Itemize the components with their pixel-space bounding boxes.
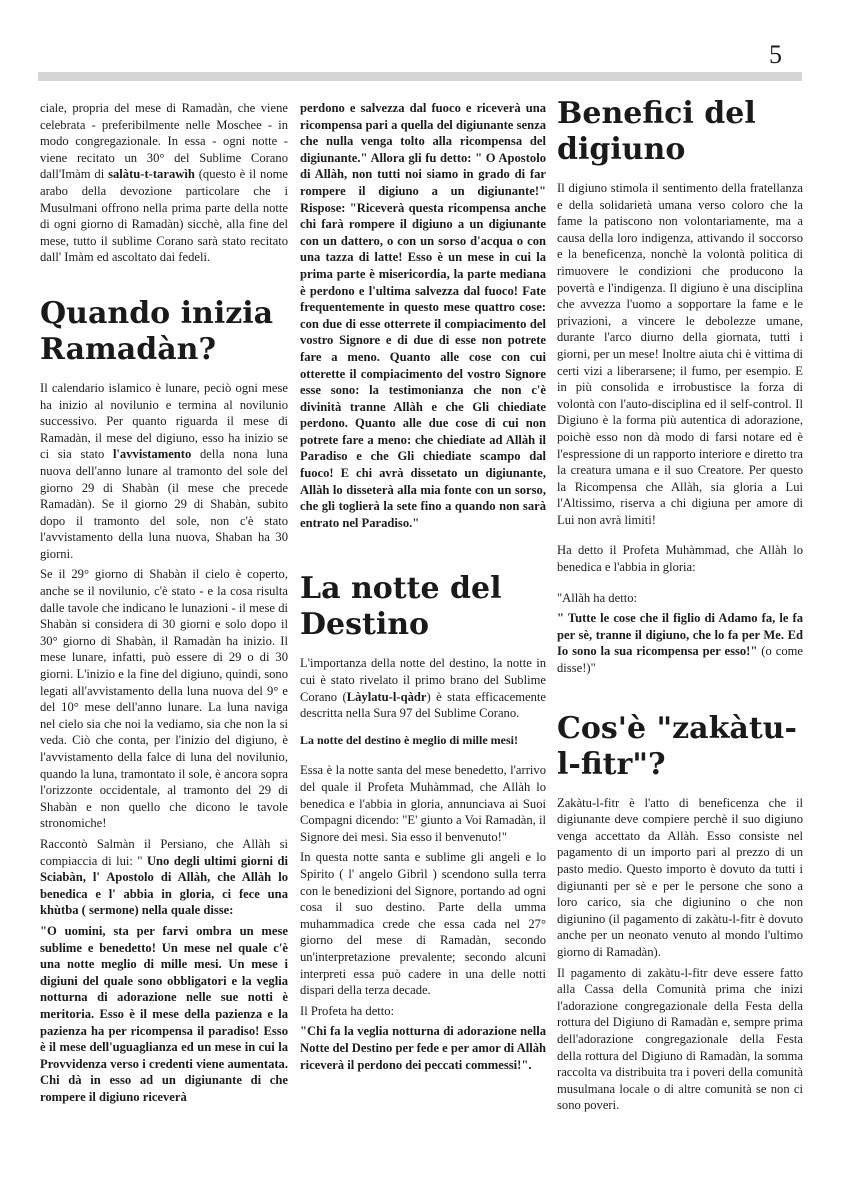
column-1 <box>40 100 288 1109</box>
section-heading: Cos'è "zakàtu-l-fitr"? <box>557 710 797 782</box>
paragraph: Essa è la notte santa del mese benedetto, l'arrivo del quale il Profeta Muhàmmad, che Allàh lo benedica e l'abbia in gloria, annunciava ai Suoi Compagni dicendo: "E' giunto a Voi Ramadàn, il Signore dei mesi. Sia esso il benvenuto!" <box>300 763 546 844</box>
paragraph: Ha detto il Profeta Muhàmmad, che Allàh lo benedica e l'abbia in gloria: <box>557 543 803 575</box>
paragraph: Il calendario islamico è lunare, peciò ogni mese ha inizio al novilunio e termina al novilunio successivo. Per quanto riguarda il mese di Ramadàn, il mese del digiuno, esso ha inizio se ci sia stato l'avvistamento della nona luna nuova dell'anno lunare al tramonto del sole del giorno 29 di Shabàn (il mese che precede Ramadàn). Se il giorno 29 di Shabàn, subito dopo il tramonto del sole, non c'è stato l'avvistamento della luna nuova, Shaban ha 30 giorni. <box>40 380 288 561</box>
paragraph: Zakàtu-l-fitr è l'atto di beneficenza che il digiunante deve compiere perchè il suo digiuno venga accettato da Allàh. Esso consiste nel pagamento di un importo pari al prezzo di un pasto medio. Questo importo è dovuto da tutti i digiunanti per sè e per le persone che sono a loro carico, sia che digiunino o che non digiunino (il pagamento di zakàtu-l-fitr è dovuto anche per un neonato venuto al mondo l'ultimo giorno di Ramadàn). <box>557 795 803 959</box>
header-rule <box>38 72 802 81</box>
quote: Uno degli ultimi giorni di Sciabàn, l' Apostolo di Allàh, che Allàh lo benedica e l' abbia in gloria, ci fece una khùtba ( sermone) nella quale disse: <box>40 853 288 918</box>
term: l'avvistamento <box>112 447 192 462</box>
paragraph: Raccontò Salmàn il Persiano, che Allàh si compiaccia di lui: " Uno degli ultimi giorni di Sciabàn, l' Apostolo di Allàh, che Allàh lo benedica e l' abbia in gloria, ci fece una khùtba ( sermone) nella quale disse: <box>40 836 288 918</box>
paragraph: In questa notte santa e sublime gli angeli e lo Spirito ( l' angelo Gibrìl ) scendono sulla terra con le benedizioni del Signore, portando ad ogni cosa il suo destino. Parte della umma muhammadica crede che essa cada nel 27° giorno del mese di Ramadàn, secondo un'interpretazione prevalente; secondo alcuni interpreti essa può cadere in una delle notti dispari della terza decade. <box>300 850 546 998</box>
quote: " Tutte le cose che il figlio di Adamo fa, le fa per sè, tranne il digiuno, che lo fa per Me. Ed Io sono la sua ricompensa per esso!" <box>557 611 803 659</box>
term: salàtu-t-tarawìh <box>108 167 195 182</box>
paragraph: ciale, propria del mese di Ramadàn, che viene celebrata - preferibilmente nelle Moschee - in modo congregazionale. In essa - ogni notte - viene recitato un 30° del Sublime Corano dall'Imàm di salàtu-t-tarawìh (questo è il nome arabo della devozione particolare che i Musulmani offrono nella prima parte della notte di ogni giorno di Ramadàn) sicchè, alla fine del mese, tutto il sublime Corano sarà stato recitato dall' Imàm ed ascoltato dai fedeli. <box>40 101 288 265</box>
quote-paragraph: "Chi fa la veglia notturna di adorazione nella Notte del Destino per fede e per amor di Allàh riceverà il perdono dei peccati commessi!". <box>300 1024 546 1072</box>
page-number: 5 <box>769 40 782 69</box>
paragraph: Il digiuno stimola il sentimento della fratellanza e della solidarietà umana verso coloro che la fame la patiscono non volontariamente, ma a causa della loro indigenza, attivando il soccorso e la beneficenza, nonchè la volontà politica di rimuovere le condizioni che producono la povertà e l'indigenza. Il digiuno è una disciplina che avvezza l'uomo a sopportare la fame e le privazioni, a vincere le debolezze umane, durante l'arco diurno della giornata, tutti i giorni, per un mese! Inoltre aiuta chi è vittima di certi vizi a liberarsene; il fumo, per esempio. E in più consolida e irrobustisce la forza di volontà con l'auto-disciplina ed il self-control. Il Digiuno è la forma più autentica di adorazione, poichè esso non dà modo di farsi notare ed è l'espressione di un rapporto interiore e diretto tra la creatura umana e il suo Creatore. Per questo la Ricompensa che Allàh, sia gloria a Lui l'Altissimo, riserva a chi digiuna per amore di Lui non avrà limiti! <box>557 181 803 527</box>
section-heading: Quando inizia Ramadàn? <box>40 295 274 367</box>
paragraph: Il Profeta ha detto: <box>300 1003 395 1018</box>
term: Làylatu-l-qàdr <box>346 689 427 704</box>
quote-paragraph: "O uomini, sta per farvi ombra un mese sublime e benedetto! Un mese nel quale c'è una notte meglio di mille mesi. Un mese i digiuni del quale sono obbligatori e la veglia notturna di adorazione nelle sue notti è meritoria. Esso è il mese della pazienza e la pazienza ha per ricompensa il paradiso! Esso è il mese dell'uguaglianza ed un mese in cui la Provvidenza verso i credenti viene aumentata. Chi dà in esso ad un digiunante di che rompere il digiuno riceverà <box>40 923 288 1104</box>
paragraph: "Allàh ha detto: <box>557 590 637 605</box>
section-heading: Benefici del digiuno <box>557 96 756 167</box>
paragraph: L'importanza della notte del destino, la notte in cui è stato rivelato il primo brano del Sublime Corano (Làylatu-l-qàdr) è stata efficacemente descritta nella Sura 97 del Sublime Corano. <box>300 656 547 721</box>
section-heading: La notte del Destino <box>300 571 502 643</box>
subheading: La notte del destino è meglio di mille mesi! <box>300 732 518 747</box>
paragraph: Se il 29° giorno di Shabàn il cielo è coperto, anche se il novilunio, c'è stato - e la cosa risulta dalle tavole che indicano le lunazioni - il mese di Shabàn si considera di 30 giorni e solo dopo il 30° giorno di Shabàn, il Ramadàn ha inizio. Il mese lunare, infatti, può essere di 29 o di 30 giorni. L'inizio e la fine del digiuno, quindi, sono legati all'avvistamento della luna nuova del 9° e del 10° mese dell'anno lunare. La luna naviga nel cielo sia che noi la vediamo, sia che non la si veda. Ciò che conta, per l'inizio del digiuno, è l'avvistamento della falce di luna del novilunio, quando la luna, tramontato il sole, è ancora sopra l'orizzonte occidentale, al tramonto del 29 di Shabàn e non quello che dicono le tavole stronomiche! <box>40 567 288 831</box>
column-3 <box>557 96 803 1118</box>
column-2 <box>300 100 546 1077</box>
paragraph: " Tutte le cose che il figlio di Adamo fa, le fa per sè, tranne il digiuno, che lo fa per Me. Ed Io sono la sua ricompensa per esso!" (o come disse!)" <box>557 611 803 676</box>
paragraph: Il pagamento di zakàtu-l-fitr deve essere fatto alla Cassa della Comunità prima che inizi l'adorazione congregazionale della Festa della rottura del Digiuno di Ramadàn e, sempre prima dell'adorazione congregazionale della Festa della rottura del Digiuno di Ramadàn, la somma raccolta va distribuita tra i poveri della comunità musulmana locale o di altre comunità se non ci sono poveri. <box>557 965 803 1113</box>
quote-paragraph: perdono e salvezza dal fuoco e riceverà una ricompensa pari a quella del digiunante senza che nulla venga tolto alla ricompensa del digiunante." Allora gli fu detto: " O Apostolo di Allàh, non tutti noi siamo in grado di far rompere il digiuno a un digiunante!" Rispose: "Riceverà questa ricompensa anche chi farà rompere il digiuno a un digiunante con un dattero, o con un sorso d'acqua o con una tazza di latte! Esso è un mese in cui la prima parte è misericordia, la parte mediana è perdono e l'ultima salvezza dal fuoco! Fate frequentemente in questo mese quattro cose: con due di esse otterrete il compiacimento del vostro Signore e di due di esse non potrete fare a meno. Quanto alle cose con cui otterette il compiacimento del vostro Signore esse sono: la testimonianza che non c'è divinità tranne Allàh e che Gli chiediate perdono. Quanto alle due cose di cui non potrete fare a meno: che chiediate ad Allàh il Paradiso e che Gli chiediate scampo dal fuoco! E chi avrà dissetato un digiunante, Allàh lo disseterà alla mia fonte con un sorso, che gli toglierà la sete fino a quando non sarà entrato nel Paradiso." <box>300 101 546 530</box>
